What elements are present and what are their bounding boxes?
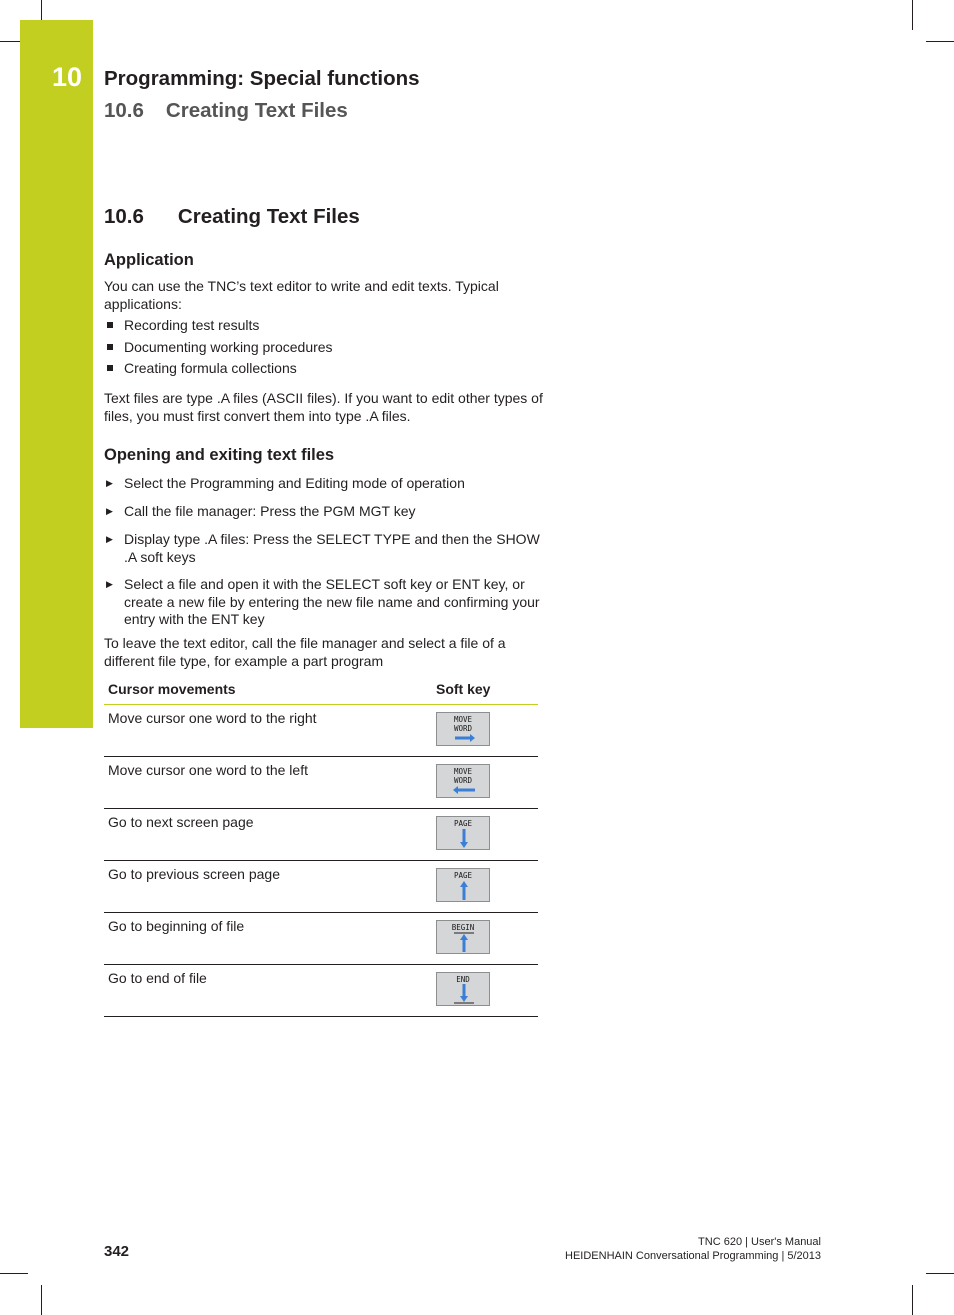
crop-mark: [0, 41, 20, 42]
soft-key-cell: [432, 705, 538, 757]
crop-mark: [41, 1285, 42, 1315]
bullet-square-icon: [107, 365, 113, 371]
page-up-soft-key[interactable]: [436, 868, 490, 902]
soft-key-cell: [432, 809, 538, 861]
step-item: [104, 531, 544, 566]
arrow-up-icon: [437, 869, 491, 903]
arrow-up-to-line-icon: [437, 921, 491, 955]
leave-editor-text: To leave the text editor, call the file manager and select a file of a different file type, for example a part program: [104, 635, 506, 669]
step-text: Select a file and open it with the SELECT soft key or ENT key, or create a new file by entering the new file name and confirming your entry with the ENT key: [124, 576, 540, 627]
crop-mark: [926, 41, 954, 42]
page-down-soft-key[interactable]: [436, 816, 490, 850]
step-text: Call the file manager: Press the PGM MGT key: [124, 503, 416, 519]
footer-line-2: HEIDENHAIN Conversational Programming | 5/2013: [565, 1250, 821, 1262]
crop-mark: [0, 1273, 28, 1274]
footer-line-1: TNC 620 | User's Manual: [698, 1236, 821, 1248]
running-header-chapter: Programming: Special functions: [104, 67, 420, 90]
soft-key-label: END: [456, 975, 470, 984]
move-word-right-soft-key[interactable]: [436, 712, 490, 746]
crop-mark: [912, 0, 913, 30]
step-text: Display type .A files: Press the SELECT TYPE and then the SHOW .A soft keys: [124, 531, 540, 565]
table-row: [104, 809, 538, 861]
table-row: [104, 965, 538, 1017]
table-header-row: [104, 677, 538, 705]
end-soft-key[interactable]: [436, 972, 490, 1006]
cursor-movements-table: [104, 677, 538, 1017]
running-header-section-title: Creating Text Files: [165, 99, 348, 122]
row-label: Move cursor one word to the left: [104, 757, 432, 809]
crop-mark: [912, 1285, 913, 1315]
running-header-section: [104, 99, 348, 123]
list-item-text: Creating formula collections: [124, 360, 297, 376]
row-label: Move cursor one word to the right: [104, 705, 432, 757]
triangle-bullet-icon: ▶: [106, 506, 113, 516]
soft-key-label: MOVE WORD: [453, 715, 473, 733]
table-row: [104, 861, 538, 913]
section-title: Creating Text Files: [177, 205, 360, 228]
column-header-cursor-movements: Cursor movements: [104, 677, 432, 705]
table-row: [104, 913, 538, 965]
row-label: Go to next screen page: [104, 809, 432, 861]
list-item-text: Documenting working procedures: [124, 339, 333, 355]
page-number: 342: [104, 1243, 130, 1260]
begin-soft-key[interactable]: [436, 920, 490, 954]
table-row: [104, 757, 538, 809]
soft-key-label: PAGE: [453, 871, 473, 880]
step-item: [104, 475, 544, 493]
list-item: [104, 339, 544, 357]
column-header-soft-key: Soft key: [432, 677, 538, 705]
soft-key-label: MOVE WORD: [453, 767, 473, 785]
soft-key-cell: [432, 757, 538, 809]
row-label: Go to beginning of file: [104, 913, 432, 965]
crop-mark: [41, 0, 42, 20]
soft-key-cell: [432, 965, 538, 1017]
step-text: Select the Programming and Editing mode of operation: [124, 475, 465, 491]
triangle-bullet-icon: ▶: [106, 579, 113, 589]
soft-key-cell: [432, 861, 538, 913]
arrow-down-to-line-icon: [437, 973, 491, 1007]
soft-key-label: BEGIN: [451, 923, 475, 932]
row-label: Go to end of file: [104, 965, 432, 1017]
list-item-text: Recording test results: [124, 317, 260, 333]
arrow-down-icon: [437, 817, 491, 851]
section-number: 10.6: [104, 205, 144, 228]
triangle-bullet-icon: ▶: [106, 534, 113, 544]
triangle-bullet-icon: ▶: [106, 478, 113, 488]
list-item: [104, 317, 544, 335]
move-word-left-soft-key[interactable]: [436, 764, 490, 798]
chapter-sidebar: [20, 20, 93, 728]
crop-mark: [926, 1273, 954, 1274]
list-item: [104, 360, 544, 378]
footer-text: [565, 1235, 821, 1263]
opening-heading: Opening and exiting text files: [104, 446, 335, 464]
soft-key-label: PAGE: [453, 819, 473, 828]
table-row: [104, 705, 538, 757]
soft-key-cell: [432, 913, 538, 965]
row-label: Go to previous screen page: [104, 861, 432, 913]
chapter-number: 10: [52, 62, 83, 92]
step-item: [104, 576, 544, 629]
arrow-left-icon: [437, 765, 491, 799]
section-heading: [104, 205, 360, 229]
bullet-square-icon: [107, 322, 113, 328]
application-note: Text files are type .A files (ASCII files). If you want to edit other types of files, you must first convert them into type .A files.: [104, 390, 543, 424]
bullet-square-icon: [107, 344, 113, 350]
running-header-section-number: 10.6: [104, 99, 144, 122]
step-item: [104, 503, 544, 521]
application-intro: You can use the TNC’s text editor to write and edit texts. Typical applications:: [104, 278, 499, 312]
arrow-right-icon: [437, 713, 491, 747]
application-heading: Application: [104, 251, 194, 269]
